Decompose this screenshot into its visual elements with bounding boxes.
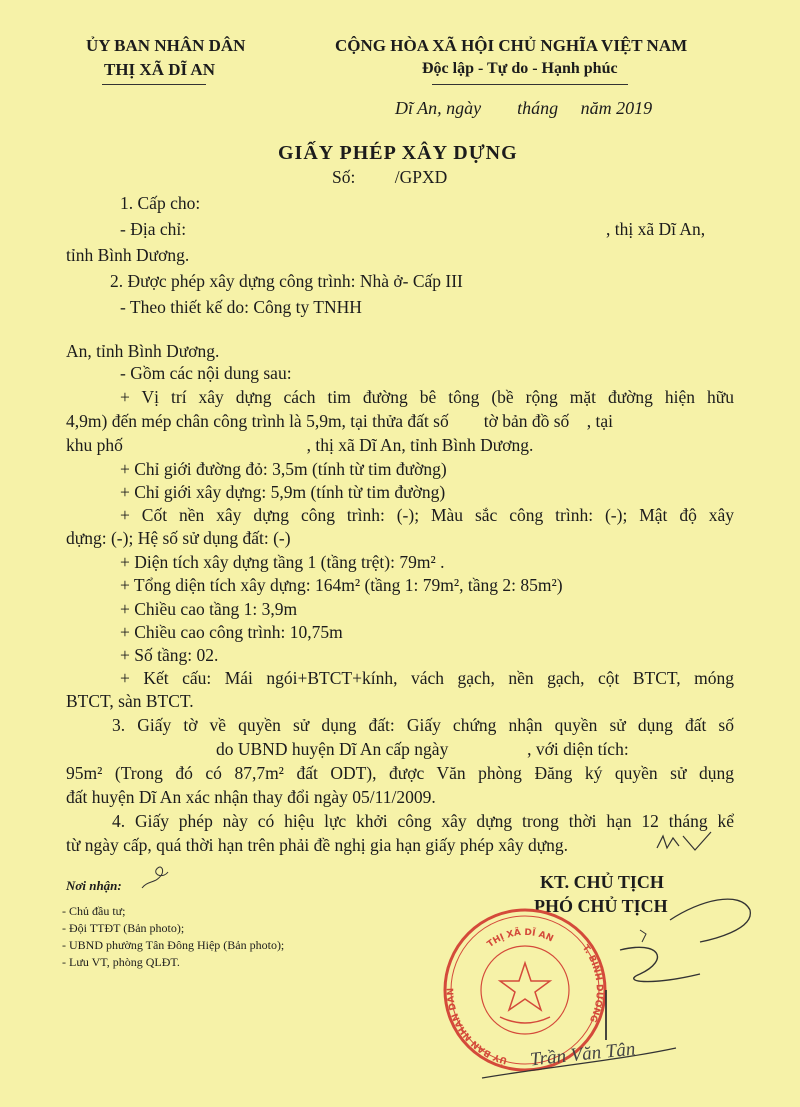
body-line: 1. Cấp cho: xyxy=(120,193,201,213)
initials-mark xyxy=(655,828,715,858)
body-line: An, tỉnh Bình Dương. xyxy=(66,341,220,361)
body-line: + Vị trí xây dựng cách tim đường bê tông (bề rộng mặt đường hiện hữu xyxy=(120,387,734,407)
body-line: + Chỉ giới đường đỏ: 3,5m (tính từ tim đường) xyxy=(120,459,447,479)
body-line: + Số tầng: 02. xyxy=(120,645,219,665)
issuer-underline xyxy=(102,84,206,85)
body-line: BTCT, sàn BTCT. xyxy=(66,691,194,711)
body-line: , thị xã Dĩ An, xyxy=(606,219,706,239)
recipients-mark xyxy=(138,860,172,894)
body-line: từ ngày cấp, quá thời hạn trên phải đề nghị gia hạn giấy phép xây dựng. xyxy=(66,835,569,855)
seal-text-top: THỊ XÃ DĨ AN xyxy=(485,927,555,950)
body-line: + Diện tích xây dựng tầng 1 (tầng trệt): 79m² . xyxy=(120,552,445,572)
body-line: 4. Giấy phép này có hiệu lực khởi công xây dựng trong thời hạn 12 tháng kể xyxy=(112,811,734,831)
recipients-heading: Nơi nhận: xyxy=(66,878,122,893)
nation-title: CỘNG HÒA XÃ HỘI CHỦ NGHĨA VIỆT NAM xyxy=(335,36,688,55)
body-line: - Gồm các nội dung sau: xyxy=(120,363,292,383)
issuer-line-1: ỦY BAN NHÂN DÂN xyxy=(86,36,246,55)
issuer-line-2: THỊ XÃ DĨ AN xyxy=(104,60,215,79)
body-line: 95m² (Trong đó có 87,7m² đất ODT), được Văn phòng Đăng ký quyền sử dụng xyxy=(66,763,734,783)
recipient-item: - UBND phường Tân Đông Hiệp (Bản photo); xyxy=(62,938,285,952)
date-line: Dĩ An, ngày tháng năm 2019 xyxy=(395,98,653,118)
document-number: Số: /GPXD xyxy=(332,167,448,187)
body-line: + Kết cấu: Mái ngói+BTCT+kính, vách gạch, nền gạch, cột BTCT, móng xyxy=(120,668,734,688)
body-line: + Chỉ giới xây dựng: 5,9m (tính từ tim đường) xyxy=(120,482,446,502)
signature-title-2: PHÓ CHỦ TỊCH xyxy=(534,896,668,916)
body-line: 3. Giấy tờ về quyền sử dụng đất: Giấy chứng nhận quyền sử dụng đất số xyxy=(112,715,734,735)
recipient-item: - Lưu VT, phòng QLĐT. xyxy=(62,955,180,969)
motto-underline xyxy=(432,84,628,85)
body-line: 4,9m) đến mép chân công trình là 5,9m, tại thửa đất số tờ bản đồ số , tại xyxy=(66,411,614,431)
body-line: - Địa chỉ: xyxy=(120,219,187,239)
body-line: - Theo thiết kế do: Công ty TNHH xyxy=(120,297,362,317)
body-line: + Tổng diện tích xây dựng: 164m² (tầng 1: 79m², tầng 2: 85m²) xyxy=(120,575,563,595)
body-line: + Chiều cao tầng 1: 3,9m xyxy=(120,599,298,619)
body-line: 2. Được phép xây dựng công trình: Nhà ở- Cấp III xyxy=(110,271,463,291)
handwritten-signature xyxy=(550,890,760,1060)
seal-text-left: ỦY BAN NHÂN DÂN xyxy=(446,987,509,1066)
body-line: + Chiều cao công trình: 10,75m xyxy=(120,622,343,642)
seal-text-right: T. BÌNH DƯƠNG xyxy=(579,943,604,1024)
recipient-item: - Đội TTĐT (Bản photo); xyxy=(62,921,185,935)
body-line: dựng: (-); Hệ số sử dụng đất: (-) xyxy=(66,528,291,548)
signer-name: Trần Văn Tân xyxy=(529,1038,637,1071)
body-line: tỉnh Bình Dương. xyxy=(66,245,190,265)
body-line: đất huyện Dĩ An xác nhận thay đổi ngày 05/11/2009. xyxy=(66,787,436,807)
nation-motto: Độc lập - Tự do - Hạnh phúc xyxy=(422,60,618,77)
signer-stroke xyxy=(480,1040,680,1080)
document-title: GIẤY PHÉP XÂY DỰNG xyxy=(278,142,518,164)
signature-title-1: KT. CHỦ TỊCH xyxy=(540,872,664,892)
body-line: + Cốt nền xây dựng công trình: (-); Màu sắc công trình: (-); Mật độ xây xyxy=(120,505,734,525)
body-line: do UBND huyện Dĩ An cấp ngày , với diện tích: xyxy=(216,739,629,759)
recipient-item: - Chủ đầu tư; xyxy=(62,904,126,918)
body-line: khu phố , thị xã Dĩ An, tỉnh Bình Dương. xyxy=(66,435,534,455)
